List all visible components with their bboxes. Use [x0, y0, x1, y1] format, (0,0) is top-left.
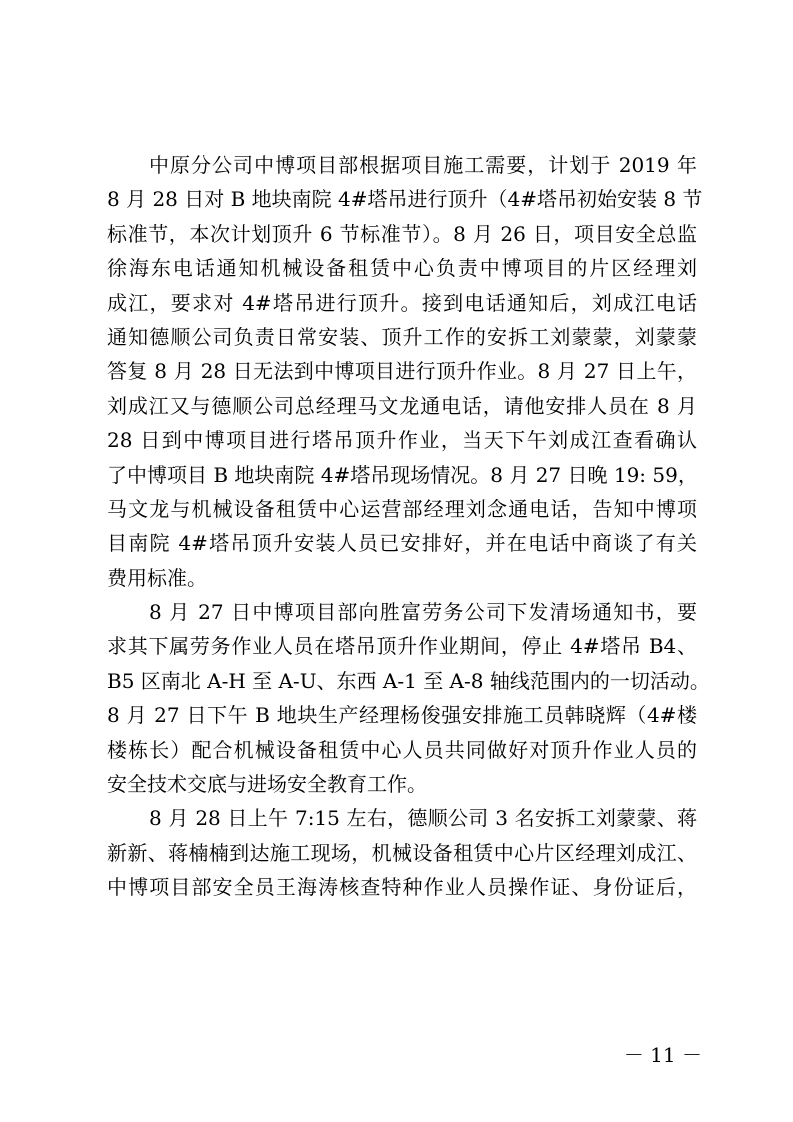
text-line: 标准节，本次计划顶升 6 节标准节）。8 月 26 日，项目安全总监 — [107, 221, 697, 246]
text-line: 安全技术交底与进场安全教育工作。 — [107, 772, 427, 797]
text-line: 新新、蒋楠楠到达施工现场，机械设备租赁中心片区经理刘成江、 — [107, 840, 697, 865]
page-number: － 11 － — [623, 1043, 702, 1067]
text-line: 8 月 27 日下午 B 地块生产经理杨俊强安排施工员韩晓辉（4#楼 — [107, 703, 697, 728]
text-line: 8 月 27 日中博项目部向胜富劳务公司下发清场通知书，要 — [149, 600, 697, 625]
text-line: 费用标准。 — [107, 565, 207, 590]
text-line: 徐海东电话通知机械设备租赁中心负责中博项目的片区经理刘 — [107, 256, 697, 281]
text-line: 马文龙与机械设备租赁中心运营部经理刘念通电话，告知中博项 — [107, 496, 697, 521]
body-text — [107, 148, 710, 905]
text-line: 8 月 28 日对 B 地块南院 4#塔吊进行顶升（4#塔吊初始安装 8 节 — [107, 187, 703, 212]
text-line: B5 区南北 A-H 至 A-U、东西 A-1 至 A-8 轴线范围内的一切活动。 — [107, 668, 710, 693]
text-line: 中博项目部安全员王海涛核查特种作业人员操作证、身份证后， — [107, 875, 697, 900]
text-line: 了中博项目 B 地块南院 4#塔吊现场情况。8 月 27 日晚 19: 59， — [107, 462, 698, 487]
text-line: 8 月 28 日上午 7:15 左右，德顺公司 3 名安拆工刘蒙蒙、蒋 — [149, 806, 697, 831]
text-line: 求其下属劳务作业人员在塔吊顶升作业期间，停止 4#塔吊 B4、 — [107, 634, 697, 659]
text-line: 目南院 4#塔吊顶升安装人员已安排好，并在电话中商谈了有关 — [107, 531, 697, 556]
text-line: 楼栋长）配合机械设备租赁中心人员共同做好对顶升作业人员的 — [107, 737, 697, 762]
text-line: 中原分公司中博项目部根据项目施工需要，计划于 2019 年 — [149, 153, 697, 177]
text-line: 通知德顺公司负责日常安装、顶升工作的安拆工刘蒙蒙，刘蒙蒙 — [107, 324, 697, 349]
text-line: 答复 8 月 28 日无法到中博项目进行顶升作业。8 月 27 日上午， — [107, 359, 697, 384]
text-line: 成江，要求对 4#塔吊进行顶升。接到电话通知后，刘成江电话 — [107, 290, 697, 315]
text-line: 28 日到中博项目进行塔吊顶升作业，当天下午刘成江查看确认 — [107, 428, 697, 453]
text-line: 刘成江又与德顺公司总经理马文龙通电话，请他安排人员在 8 月 — [107, 393, 697, 418]
